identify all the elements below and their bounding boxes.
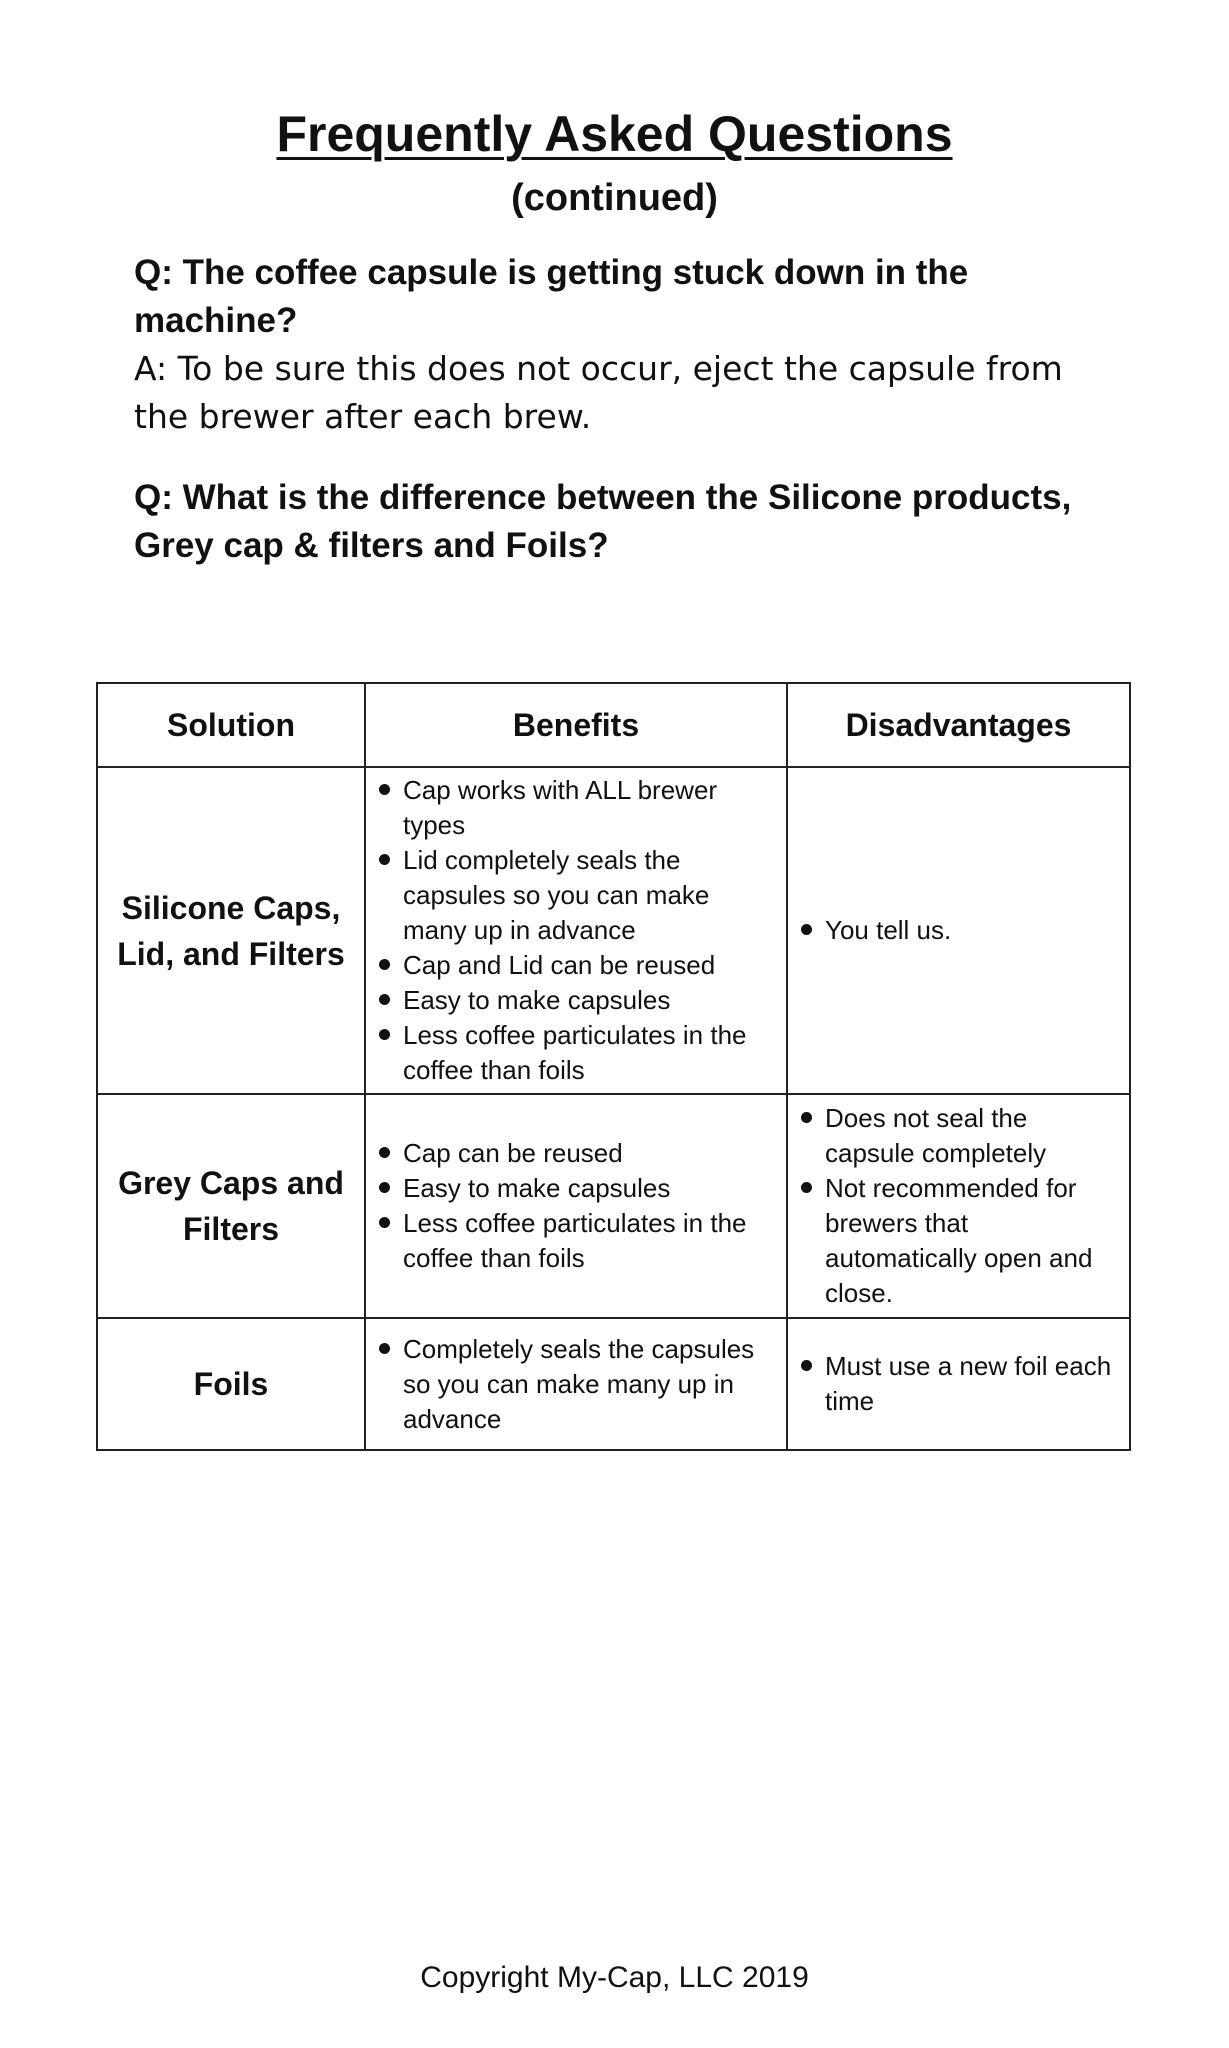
- disadvantages-cell: [787, 1094, 1130, 1318]
- table-row: [97, 1318, 1130, 1450]
- benefits-list: [367, 1132, 785, 1280]
- disadvantage-item: You tell us.: [799, 913, 1122, 948]
- disadvantage-item: Not recommended for brewers that automatically open and close.: [799, 1171, 1122, 1311]
- benefit-item: Cap works with ALL brewer types: [377, 773, 779, 843]
- disadvantages-cell: [787, 1318, 1130, 1450]
- benefits-cell: [365, 767, 787, 1094]
- disadvantage-item: Must use a new foil each time: [799, 1349, 1122, 1419]
- column-header-solution: Solution: [97, 683, 365, 767]
- solution-cell: Silicone Caps, Lid, and Filters: [97, 767, 365, 1094]
- disadvantages-list: [789, 909, 1128, 952]
- faq-item: [134, 474, 1094, 570]
- disadvantages-list: [789, 1345, 1128, 1423]
- table-header-row: [97, 683, 1130, 767]
- benefit-item: Less coffee particulates in the coffee than foils: [377, 1206, 779, 1276]
- comparison-table: [96, 682, 1131, 1451]
- benefit-item: Cap can be reused: [377, 1136, 779, 1171]
- faq-question: Q: The coffee capsule is getting stuck down in the machine?: [134, 253, 969, 340]
- faq-item: [134, 249, 1094, 441]
- benefit-item: Lid completely seals the capsules so you can make many up in advance: [377, 843, 779, 948]
- page-subtitle: (continued): [511, 177, 718, 219]
- faq-answer: A: To be sure this does not occur, eject the capsule from the brewer after each brew.: [134, 349, 1063, 436]
- disadvantage-item: Does not seal the capsule completely: [799, 1101, 1122, 1171]
- benefit-item: Less coffee particulates in the coffee than foils: [377, 1018, 779, 1088]
- page-title: Frequently Asked Questions: [276, 106, 953, 162]
- table-row: [97, 767, 1130, 1094]
- solution-cell: Foils: [97, 1318, 365, 1450]
- benefit-item: Completely seals the capsules so you can make many up in advance: [377, 1332, 779, 1437]
- column-header-benefits: Benefits: [365, 683, 787, 767]
- benefits-cell: [365, 1094, 787, 1318]
- benefits-list: [367, 1328, 785, 1441]
- column-header-disadvantages: Disadvantages: [787, 683, 1130, 767]
- copyright-footer: Copyright My-Cap, LLC 2019: [420, 1961, 809, 1994]
- benefit-item: Easy to make capsules: [377, 1171, 779, 1206]
- faq-question: Q: What is the difference between the Silicone products, Grey cap & filters and Foils?: [134, 478, 1072, 565]
- benefits-list: [367, 769, 785, 1092]
- benefits-cell: [365, 1318, 787, 1450]
- table-row: [97, 1094, 1130, 1318]
- benefit-item: Easy to make capsules: [377, 983, 779, 1018]
- solution-cell: Grey Caps and Filters: [97, 1094, 365, 1318]
- disadvantages-list: [789, 1097, 1128, 1315]
- benefit-item: Cap and Lid can be reused: [377, 948, 779, 983]
- disadvantages-cell: [787, 767, 1130, 1094]
